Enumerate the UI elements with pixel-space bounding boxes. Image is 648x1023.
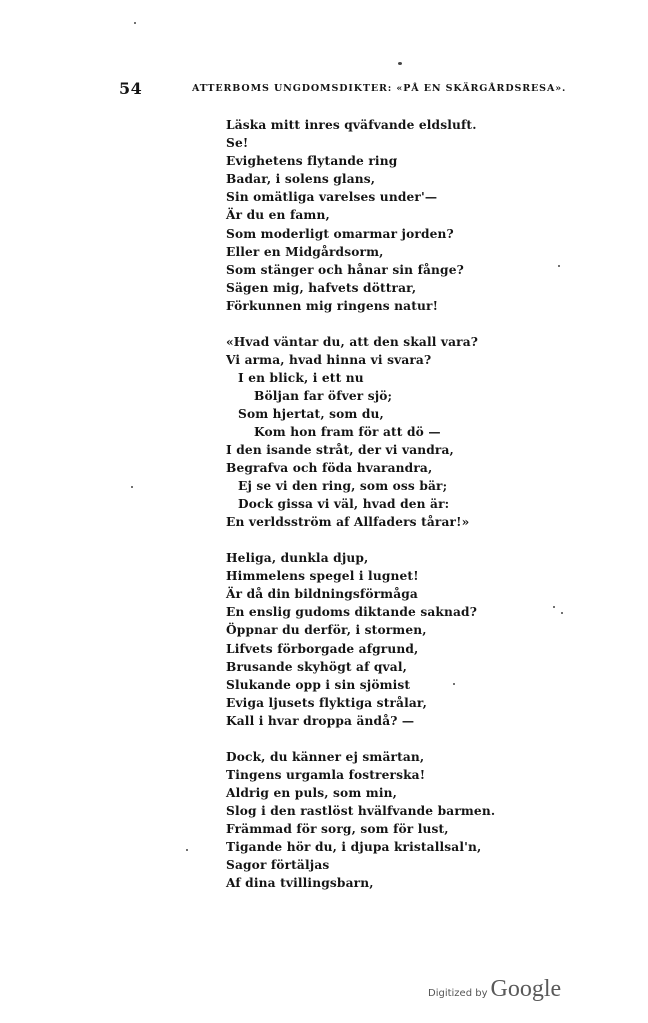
poem-line: Eller en Midgårdsorm, (226, 244, 384, 259)
poem-line: Himmelens spegel i lugnet! (226, 569, 419, 584)
poem-line: Se! (226, 136, 249, 151)
scan-speck (453, 683, 455, 685)
poem-line: Lifvets förborgade afgrund, (226, 641, 419, 656)
scan-speck (131, 486, 133, 488)
digitized-by-label: Digitized by (428, 988, 488, 999)
poem-line: Eviga ljusets flyktiga strålar, (226, 695, 427, 710)
poem-line: Sin omätliga varelses under'— (226, 190, 438, 205)
poem-line: En enslig gudoms diktande saknad? (226, 605, 478, 620)
poem-line: En verldsström af Allfaders tårar!» (226, 515, 470, 530)
poem-line: «Hvad väntar du, att den skall vara? (226, 334, 479, 349)
poem-line: Slukande opp i sin sjömist (226, 677, 411, 692)
google-logo: Google (490, 976, 562, 1002)
stanza (226, 748, 526, 893)
stanza (226, 549, 526, 730)
stanza (226, 116, 526, 315)
poem-line: Begrafva och föda hvarandra, (226, 461, 433, 476)
scan-speck (558, 265, 560, 267)
poem-line: Dock gissa vi väl, hvad den är: (238, 497, 450, 512)
scan-speck (553, 606, 555, 608)
poem-line: Slog i den rastlöst hvälfvande barmen. (226, 803, 496, 818)
poem-line: Främmad för sorg, som för lust, (226, 821, 449, 836)
poem-line: Är du en famn, (226, 208, 330, 223)
poem-line: Heliga, dunkla djup, (226, 551, 369, 566)
poem-line: Tingens urgamla fostrerska! (226, 767, 426, 782)
page-number: 54 (119, 79, 143, 98)
scan-speck (561, 612, 563, 614)
poem-line: Öppnar du derför, i stormen, (226, 623, 427, 638)
poem-line: Sägen mig, hafvets döttrar, (226, 280, 417, 295)
stanza (226, 333, 526, 532)
scan-speck (398, 62, 402, 65)
poem-line: Är då din bildningsförmåga (226, 587, 418, 602)
poem (226, 116, 526, 910)
poem-line: Som moderligt omarmar jorden? (226, 226, 454, 241)
poem-line: Läska mitt inres qväfvande eldsluft. (226, 118, 477, 132)
poem-line: Ej se vi den ring, som oss bär; (238, 479, 448, 494)
poem-line: Sagor förtäljas (226, 858, 330, 873)
scan-speck (186, 849, 188, 851)
poem-line: Som hjertat, som du, (238, 406, 384, 421)
running-head: ATTERBOMS UNGDOMSDIKTER: «PÅ EN SKÄRGÅRDSRESA». (192, 83, 567, 94)
poem-line: Evighetens flytande ring (226, 154, 398, 169)
poem-line: Böljan far öfver sjö; (254, 388, 393, 403)
poem-line: Aldrig en puls, som min, (226, 785, 397, 800)
poem-line: Af dina tvillingsbarn, (226, 876, 374, 891)
poem-line: I den isande stråt, der vi vandra, (226, 443, 454, 458)
poem-line: Kall i hvar droppa ändå? — (226, 713, 415, 728)
poem-line: Kom hon fram för att dö — (254, 425, 441, 439)
scan-speck (134, 22, 136, 24)
poem-line: Som stänger och hånar sin fånge? (226, 262, 464, 277)
poem-line: Badar, i solens glans, (226, 172, 376, 187)
google-watermark (428, 976, 561, 1003)
poem-line: Förkunnen mig ringens natur! (226, 298, 439, 313)
poem-line: Dock, du känner ej smärtan, (226, 749, 425, 764)
poem-line: I en blick, i ett nu (238, 370, 364, 385)
poem-line: Brusande skyhögt af qval, (226, 659, 407, 674)
poem-line: Vi arma, hvad hinna vi svara? (226, 352, 432, 367)
poem-line: Tigande hör du, i djupa kristallsal'n, (226, 839, 482, 854)
